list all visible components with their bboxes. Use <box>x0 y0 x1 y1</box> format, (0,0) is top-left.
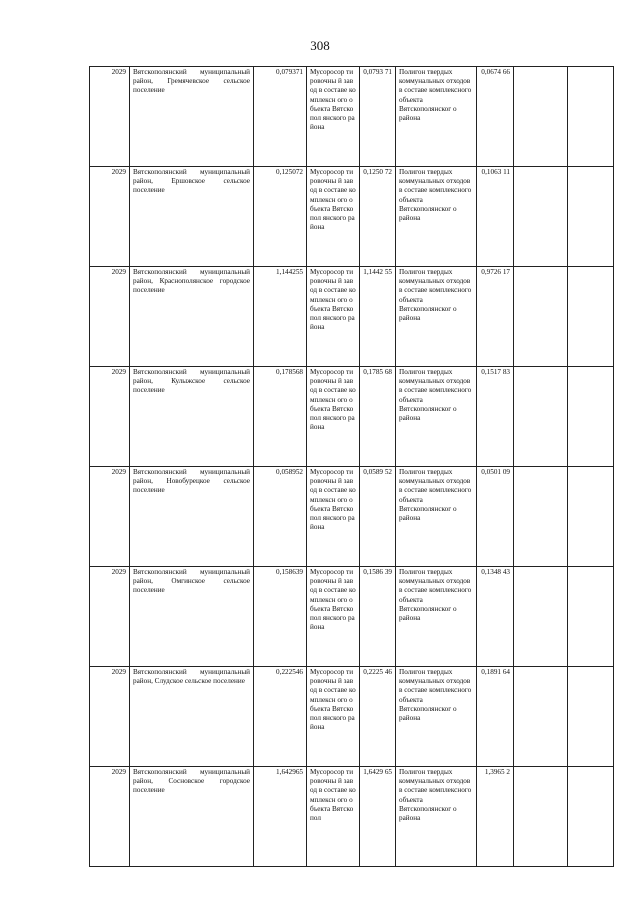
mass-cell: 1,642965 <box>254 767 307 867</box>
waste-flow-table <box>89 66 614 867</box>
disposed-mass-cell: 0,0674 66 <box>477 67 514 167</box>
empty-cell <box>568 767 614 867</box>
empty-cell <box>514 267 568 367</box>
empty-cell <box>514 567 568 667</box>
year-cell: 2029 <box>90 167 130 267</box>
empty-cell <box>568 567 614 667</box>
mass-cell: 0,222546 <box>254 667 307 767</box>
table-row <box>90 167 614 267</box>
sorted-mass-cell: 0,1785 68 <box>360 367 396 467</box>
sorted-mass-cell: 1,1442 55 <box>360 267 396 367</box>
municipality-cell: Вятскополянский муниципальный район, Кулыжское сельское поселение <box>130 367 254 467</box>
municipality-cell: Вятскополянский муниципальный район, Сосновское городское поселение <box>130 767 254 867</box>
empty-cell <box>514 667 568 767</box>
sorting-plant-cell: Мусоросор тировочны й завод в составе комплексн ого объекта Вятскопол янского района <box>307 667 360 767</box>
empty-cell <box>568 267 614 367</box>
landfill-cell: Полигон твердых коммунальных отходов в составе комплексного объекта Вятскополянског о района <box>396 67 477 167</box>
landfill-cell: Полигон твердых коммунальных отходов в составе комплексного объекта Вятскополянског о района <box>396 667 477 767</box>
table-row <box>90 367 614 467</box>
empty-cell <box>514 367 568 467</box>
disposed-mass-cell: 0,9726 17 <box>477 267 514 367</box>
year-cell: 2029 <box>90 267 130 367</box>
sorted-mass-cell: 0,1586 39 <box>360 567 396 667</box>
year-cell: 2029 <box>90 767 130 867</box>
table-row <box>90 67 614 167</box>
sorting-plant-cell: Мусоросор тировочны й завод в составе комплексн ого объекта Вятскопол янского района <box>307 567 360 667</box>
table-row <box>90 467 614 567</box>
empty-cell <box>568 167 614 267</box>
mass-cell: 0,058952 <box>254 467 307 567</box>
sorting-plant-cell: Мусоросор тировочны й завод в составе комплексн ого объекта Вятскопол <box>307 767 360 867</box>
municipality-cell: Вятскополянский муниципальный район, Ершовское сельское поселение <box>130 167 254 267</box>
table-row <box>90 767 614 867</box>
empty-cell <box>514 467 568 567</box>
sorted-mass-cell: 1,6429 65 <box>360 767 396 867</box>
municipality-cell: Вятскополянский муниципальный район, Слудское сельское поселение <box>130 667 254 767</box>
sorted-mass-cell: 0,0793 71 <box>360 67 396 167</box>
sorted-mass-cell: 0,1250 72 <box>360 167 396 267</box>
sorted-mass-cell: 0,2225 46 <box>360 667 396 767</box>
empty-cell <box>568 667 614 767</box>
disposed-mass-cell: 0,1517 83 <box>477 367 514 467</box>
page-number: 308 <box>310 38 330 53</box>
table-row <box>90 667 614 767</box>
disposed-mass-cell: 0,1063 11 <box>477 167 514 267</box>
sorted-mass-cell: 0,0589 52 <box>360 467 396 567</box>
year-cell: 2029 <box>90 667 130 767</box>
municipality-cell: Вятскополянский муниципальный район, Гремячевское сельское поселение <box>130 67 254 167</box>
disposed-mass-cell: 0,1348 43 <box>477 567 514 667</box>
municipality-cell: Вятскополянский муниципальный район, Омгинское сельское поселение <box>130 567 254 667</box>
landfill-cell: Полигон твердых коммунальных отходов в составе комплексного объекта Вятскополянског о района <box>396 167 477 267</box>
sorting-plant-cell: Мусоросор тировочны й завод в составе комплексн ого объекта Вятскопол янского района <box>307 267 360 367</box>
landfill-cell: Полигон твердых коммунальных отходов в составе комплексного объекта Вятскополянског о района <box>396 367 477 467</box>
sorting-plant-cell: Мусоросор тировочны й завод в составе комплексн ого объекта Вятскопол янского района <box>307 367 360 467</box>
table-row <box>90 567 614 667</box>
municipality-cell: Вятскополянский муниципальный район, Краснополянское городское поселение <box>130 267 254 367</box>
landfill-cell: Полигон твердых коммунальных отходов в составе комплексного объекта Вятскополянског о района <box>396 767 477 867</box>
mass-cell: 1,144255 <box>254 267 307 367</box>
landfill-cell: Полигон твердых коммунальных отходов в составе комплексного объекта Вятскополянског о района <box>396 267 477 367</box>
empty-cell <box>514 67 568 167</box>
year-cell: 2029 <box>90 67 130 167</box>
empty-cell <box>514 767 568 867</box>
year-cell: 2029 <box>90 367 130 467</box>
landfill-cell: Полигон твердых коммунальных отходов в составе комплексного объекта Вятскополянског о района <box>396 467 477 567</box>
empty-cell <box>568 67 614 167</box>
disposed-mass-cell: 0,0501 09 <box>477 467 514 567</box>
sorting-plant-cell: Мусоросор тировочны й завод в составе комплексн ого объекта Вятскопол янского района <box>307 467 360 567</box>
empty-cell <box>568 367 614 467</box>
sorting-plant-cell: Мусоросор тировочны й завод в составе комплексн ого объекта Вятскопол янского района <box>307 167 360 267</box>
sorting-plant-cell: Мусоросор тировочны й завод в составе комплексн ого объекта Вятскопол янского района <box>307 67 360 167</box>
year-cell: 2029 <box>90 567 130 667</box>
table-row <box>90 267 614 367</box>
mass-cell: 0,079371 <box>254 67 307 167</box>
mass-cell: 0,158639 <box>254 567 307 667</box>
year-cell: 2029 <box>90 467 130 567</box>
disposed-mass-cell: 1,3965 2 <box>477 767 514 867</box>
table-body <box>90 67 614 867</box>
empty-cell <box>568 467 614 567</box>
disposed-mass-cell: 0,1891 64 <box>477 667 514 767</box>
landfill-cell: Полигон твердых коммунальных отходов в составе комплексного объекта Вятскополянског о района <box>396 567 477 667</box>
mass-cell: 0,125072 <box>254 167 307 267</box>
mass-cell: 0,178568 <box>254 367 307 467</box>
municipality-cell: Вятскополянский муниципальный район, Новобурецкое сельское поселение <box>130 467 254 567</box>
empty-cell <box>514 167 568 267</box>
